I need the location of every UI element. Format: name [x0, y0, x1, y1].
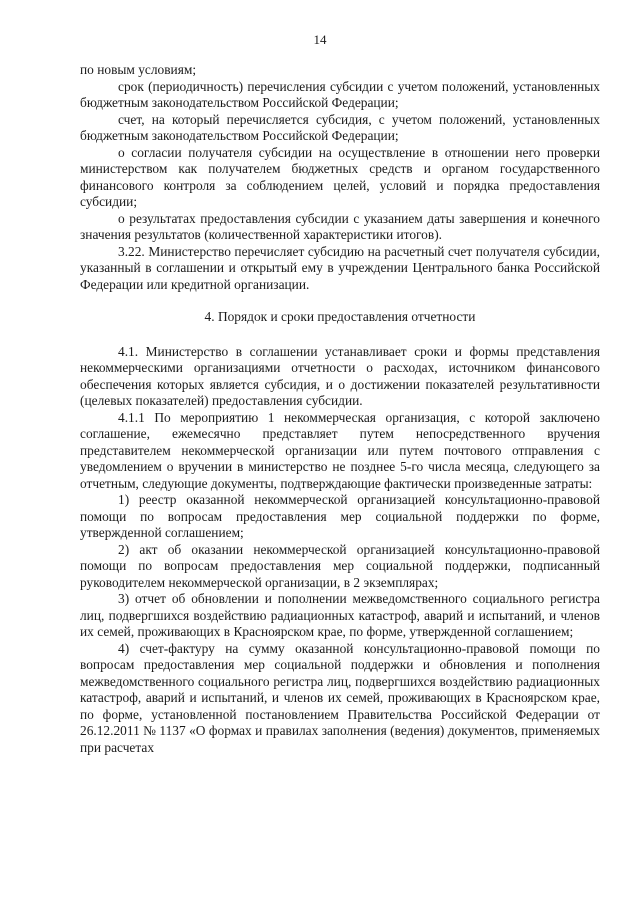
- paragraph: срок (периодичность) перечисления субсидии с учетом положений, установленных бюджетным законодательством Российской Федерации;: [80, 78, 600, 110]
- paragraphs-after-heading: [80, 344, 600, 757]
- section-heading: 4. Порядок и сроки предоставления отчетности: [204, 309, 476, 324]
- paragraph: о результатах предоставления субсидии с указанием даты завершения и конечного значения результатов (количественной характеристики итогов).: [80, 210, 600, 242]
- paragraph: о согласии получателя субсидии на осуществление в отношении него проверки министерством как получателем бюджетных средств и органом государственного финансового контроля за соблюдением целей, условий и порядка предоставления субсидии;: [80, 144, 600, 209]
- paragraph: 4) счет-фактуру на сумму оказанной консультационно-правовой помощи по вопросам предоставления мер социальной поддержки и обновления и пополнения межведомственного социального регистра лиц, подвергшихся воздействию радиационных катастроф, аварий и испытаний, и членов их семей, проживающих в Красноярском крае, по форме, установленной постановлением Правительства Российской Федерации от 26.12.2011 № 1137 «О формах и правилах заполнения (ведения) документов, применяемых при расчетах: [80, 640, 600, 755]
- document-body: [80, 62, 600, 756]
- paragraph: по новым условиям;: [80, 62, 197, 77]
- paragraph: счет, на который перечисляется субсидия, с учетом положений, установленных бюджетным законодательством Российской Федерации;: [80, 111, 600, 143]
- paragraph: 4.1.1 По мероприятию 1 некоммерческая организация, с которой заключено соглашение, ежемесячно представляет путем непосредственного вручения представителем некоммерческой организации или путем почтового отправления с уведомлением о вручении в министерство не позднее 5-го числа месяца, следующего за отчетным, следующие документы, подтверждающие фактически произведенные затраты:: [80, 409, 600, 491]
- paragraph: 2) акт об оказании некоммерческой организацией консультационно-правовой помощи по вопросам предоставления мер социальной поддержки, подписанный руководителем некоммерческой организации, в 2 экземплярах;: [80, 541, 600, 590]
- paragraph: 3) отчет об обновлении и пополнении межведомственного социального регистра лиц, подвергшихся воздействию радиационных катастроф, аварий и испытаний, и членов их семей, проживающих в Красноярском крае, по форме, утвержденной соглашением;: [80, 591, 600, 639]
- page-number: 14: [313, 32, 327, 47]
- paragraph: 4.1. Министерство в соглашении устанавливает сроки и формы представления некоммерческими организациями отчетности о расходах, источником финансового обеспечения которых является субсидия, и о достижении показателей результативности (целевых показателей) предоставления субсидии.: [80, 343, 600, 408]
- paragraph: 1) реестр оказанной некоммерческой организацией консультационно-правовой помощи по вопросам предоставления мер социальной поддержки по форме, утвержденной соглашением;: [80, 492, 600, 540]
- paragraphs-before-heading: [80, 62, 600, 293]
- paragraph: 3.22. Министерство перечисляет субсидию на расчетный счет получателя субсидии, указанный в соглашении и открытый ему в учреждении Центрального банка Российской Федерации или кредитной организации.: [80, 243, 600, 292]
